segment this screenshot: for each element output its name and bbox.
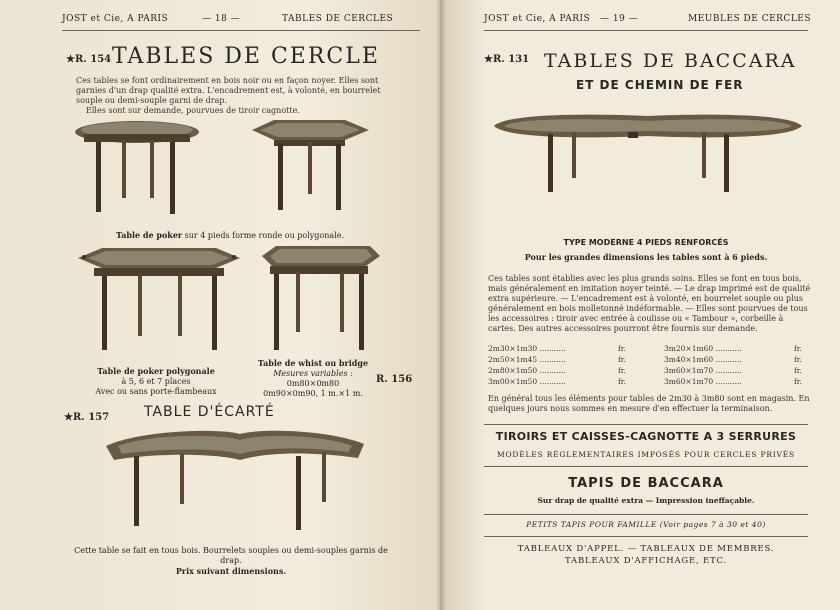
small-tapis-note: PETITS TAPIS POUR FAMILLE (Voir pages 7 à 30 et 40): [526, 520, 766, 529]
body-line: cartes. Des autres accessoires pourront être fournis sur demande.: [488, 324, 758, 333]
ref-r157: ★R. 157: [64, 412, 110, 423]
banner-tapis-title: TAPIS DE BACCARA: [568, 476, 724, 491]
caption-whist-line: 0m90×0m90, 1 m.×1 m.: [263, 389, 363, 398]
intro-paragraph: [76, 76, 416, 116]
right-header-section: MEUBLES DE CERCLES: [688, 14, 812, 24]
title-tables-de-baccara: TABLES DE BACCARA: [544, 50, 797, 72]
body-line: Ces tables sont établies avec les plus grands soins. Elles se font en tous bois,: [488, 274, 802, 283]
divider-rule: [484, 536, 808, 537]
price-left-unit: fr.: [618, 377, 626, 386]
intro-line: Elles sont sur demande, pourvues de tiroir cagnotte.: [86, 106, 300, 115]
book-gutter: [436, 0, 446, 610]
banner-tiroirs-title: TIROIRS ET CAISSES-CAGNOTTE A 3 SERRURES: [495, 430, 797, 443]
body-line: extra supérieure. — L'encadrement est à volonté, en bourrelet souple ou plus: [488, 294, 803, 303]
hexagonal-poker-table-illustration: [242, 116, 377, 224]
price-right-unit: fr.: [794, 377, 802, 386]
polygonal-poker-table-illustration: [74, 244, 244, 360]
price-right: 3m60×1m70 ...........: [664, 377, 742, 386]
price-right: 3m40×1m60 ...........: [664, 355, 742, 364]
left-header-publisher: JOST et Cie, A PARIS: [62, 14, 169, 24]
price-right-unit: fr.: [794, 355, 802, 364]
price-left: 2m50×1m45 ...........: [488, 355, 566, 364]
price-left: 2m30×1m30 ...........: [488, 344, 566, 353]
divider-rule: [484, 424, 808, 425]
round-poker-table-illustration: [70, 116, 205, 224]
price-right: 3m60×1m70 ...........: [664, 366, 742, 375]
left-header-section: TABLES DE CERCLES: [282, 14, 394, 24]
whist-bridge-table-illustration: [256, 244, 386, 360]
note-line: En général tous les éléments pour tables de 2m30 à 3m80 sont en magasin. En: [488, 394, 810, 403]
ecarte-table-illustration: [100, 424, 370, 536]
banner-tiroirs-subtitle: MODÈLES RÉGLEMENTAIRES IMPOSÉS POUR CERCLES PRIVÉS: [497, 450, 795, 459]
caption-poly-line: Avec ou sans porte-flambeaux: [95, 387, 217, 396]
caption-whist-line: Mesures variables :: [273, 369, 353, 378]
caption-poker-bold: Table de poker: [116, 230, 183, 240]
price-left-unit: fr.: [618, 355, 626, 364]
divider-rule: [484, 514, 808, 515]
caption-poker-rest: sur 4 pieds forme ronde ou polygonale.: [182, 231, 344, 240]
caption-ecarte-line1: Cette table se fait en tous bois. Bourrelets souples ou demi-souples garnis de drap.: [74, 546, 388, 565]
right-header-publisher: JOST et Cie, A PARIS: [484, 14, 591, 24]
baccara-table-illustration: [488, 108, 808, 198]
price-left: 2m80×1m50 ...........: [488, 366, 566, 375]
stock-note: [488, 394, 818, 414]
title-tables-de-cercle: TABLES DE CERCLE: [112, 44, 380, 69]
caption-whist-table: [248, 358, 378, 399]
body-line: mais généralement en imitation noyer teinté. — Le drap imprimé est de qualité: [488, 284, 811, 293]
body-line: les accessoires : tiroir avec entrée à coulisse ou « Tambour », corbeille à: [488, 314, 784, 323]
caption-whist-bold: Table de whist ou bridge: [257, 358, 369, 368]
right-page: [440, 0, 840, 610]
baccara-description: [488, 274, 818, 334]
price-left: 3m00×1m50 ...........: [488, 377, 566, 386]
intro-line: Ces tables se font ordinairement en bois noir ou en façon noyer. Elles sont: [76, 76, 379, 85]
price-right-unit: fr.: [794, 366, 802, 375]
left-header-rule: [62, 30, 420, 31]
right-header-page-number: — 19 —: [600, 14, 639, 24]
ref-r156: R. 156: [376, 374, 413, 385]
intro-line: souple ou demi-souple garni de drap.: [76, 96, 228, 105]
caption-poly-line: à 5, 6 et 7 places: [121, 377, 191, 386]
ref-r154: ★R. 154: [66, 54, 112, 65]
price-right: 3m20×1m60 ...........: [664, 344, 742, 353]
caption-whist-line: 0m80×0m80: [286, 379, 340, 388]
right-header-rule: [484, 30, 808, 31]
caption-ecarte: [66, 546, 396, 577]
title-table-d-ecarte: TABLE D'ÉCARTÉ: [144, 404, 275, 420]
divider-rule: [484, 466, 808, 467]
caption-polygonal-table: [76, 366, 236, 397]
type-title: TYPE MODERNE 4 PIEDS RENFORCÉS: [563, 238, 729, 247]
body-line: généralement en bois molletonné indéformable. — Elles sont pourvues de tous: [488, 304, 808, 313]
caption-poker-table: [80, 230, 380, 241]
note-line: quelques jours nous sommes en mesure d'en effectuer la terminaison.: [488, 404, 773, 413]
title-chemin-de-fer: ET DE CHEMIN DE FER: [576, 78, 744, 92]
left-header-page-number: — 18 —: [202, 14, 241, 24]
footer-line2: TABLEAUX D'AFFICHAGE, ETC.: [565, 556, 727, 566]
ref-r131: ★R. 131: [484, 54, 530, 65]
price-left-unit: fr.: [618, 344, 626, 353]
caption-ecarte-line2: Prix suivant dimensions.: [175, 566, 287, 576]
price-left-unit: fr.: [618, 366, 626, 375]
intro-line: garnies d'un drap qualité extra. L'encadrement est, à volonté, en bourrelet: [76, 86, 381, 95]
banner-tapis-subtitle: Sur drap de qualité extra — Impression ineffaçable.: [537, 496, 755, 505]
caption-poly-bold: Table de poker polygonale: [97, 366, 215, 376]
price-right-unit: fr.: [794, 344, 802, 353]
footer-line1: TABLEAUX D'APPEL. — TABLEAUX DE MEMBRES.: [517, 544, 775, 554]
type-subtitle: Pour les grandes dimensions les tables sont à 6 pieds.: [524, 252, 768, 262]
